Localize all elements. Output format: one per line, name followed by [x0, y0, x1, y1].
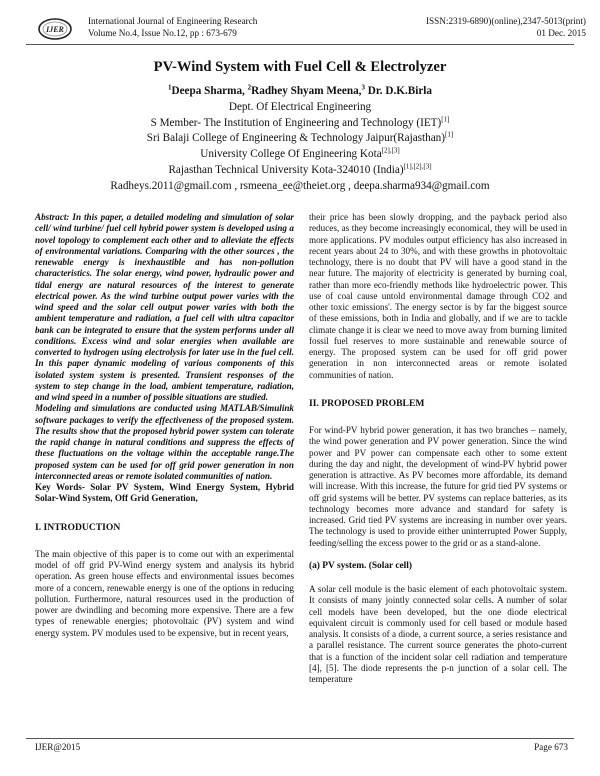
affiliation-iet-text: S Member- The Institution of Engineering and Technology (IET)	[150, 116, 442, 129]
proposed-problem-paragraph: For wind-PV hybrid power generation, it has two branches – namely, the wind power generation and PV power generation. Since the wind power and PV power can compensate each other to some extent during the day and night, the development of wind-PV hybrid power generation is attractive. As PV becomes more affordable, its demand will increase. With this increase, the future for grid tied PV systems or off grid systems will be better. PV systems can replace batteries, as its technology becomes more advance and standard for safety is increased. Grid tied PV systems are increasing in number over years. The technology is used to provide either uninterrupted Power Supply, feeding/selling the excess power to the grid or as a stand-alone.	[309, 425, 567, 548]
intro-continued-paragraph: their price has been slowly dropping, and the payback period also reduces, as they become increasingly economical, they will be used in more applications. PV modules output efficiency has also increased in recent years about 24 to 30%, and with these growths in photovoltaic technology, there is no doubt that PV will have a good stand in the near future. The majority of electricity is generated by burning coal, rather than more eco-friendly methods like hydroelectric power. This use of coal cause untold environmental damage through CO2 and other toxic emissions'. The energy sector is by far the biggest source of these emissions, both in India and globally, and if we are to tackle climate change it is clear we need to move away from burning limited fossil fuel reserves to more sustainable and renewable source of energy. The proposed system can be used for off grid power generation in non interconnected areas or remote isolated communities of nation.	[309, 212, 567, 380]
abstract-paragraph-2: Modeling and simulations are conducted using MATLAB/Simulink software packages to verify the effectiveness of the proposed system. The results show that the proposed hybrid power system can tolerate the rapid change in natural conditions and suppress the effects of these fluctuations on the voltage within the acceptable range.The proposed system can be used for off grid power generation in non interconnected areas or remote isolated communities of nation.	[35, 403, 294, 481]
affiliation-ucek-sup: [2],[3]	[381, 146, 400, 155]
section-heading-introduction: I. INTRODUCTION	[35, 521, 121, 533]
affiliation-ucek-text: University College Of Engineering Kota	[200, 148, 382, 161]
author1-name: Deepa Sharma,	[171, 85, 248, 97]
affiliation-sbcet-sup: [1]	[445, 130, 454, 139]
keywords: Key Words- Solar PV System, Wind Energy System, Hybrid Solar-Wind System, Off Grid Generation,	[35, 482, 294, 504]
footer-page-number: Page 673	[534, 742, 568, 752]
abstract-paragraph-1: Abstract: In this paper, a detailed modeling and simulation of solar cell/ wind turbine/ fuel cell hybrid power system is developed using a novel topology to complement each other and to alleviate the effects of environmental variations. Comparing with the other sources , the renewable energy is inexhaustible and has non-pollution characteristics. The solar energy, wind power, hydraulic power and tidal energy are natural resources of the interest to generate electrical power. As the wind turbine output power varies with the wind speed and the solar cell output power varies with both the ambient temperature and radiation, a fuel cell with ultra capacitor bank can be integrated to ensure that the system performs under all conditions. Excess wind and solar energies when available are converted to hydrogen using electrolysis for later use in the fuel cell. In this paper dynamic modeling of various components of this isolated system system is presented. Transient responses of the system to step change in the load, ambient temperature, radiation, and wind speed in a number of possible situations are studied.	[35, 212, 294, 402]
footer-divider	[26, 738, 574, 739]
author2-sup: 2	[247, 83, 252, 92]
section-heading-proposed-problem: II. PROPOSED PROBLEM	[309, 397, 425, 409]
author-affiliations	[0, 84, 600, 195]
paper-title: PV-Wind System with Fuel Cell & Electrolyzer	[153, 59, 447, 75]
left-column	[35, 212, 294, 639]
author-list	[0, 84, 600, 100]
affiliation-rtu-sup: [1],[2],[3]	[403, 162, 432, 171]
journal-logo-icon	[38, 18, 72, 40]
affiliation-dept: Dept. Of Electrical Engineering	[228, 100, 372, 113]
author1-sup: 1	[168, 83, 172, 92]
subsection-heading-pv-system: (a) PV system. (Solar cell)	[309, 560, 413, 571]
author-emails: Radheys.2011@gmail.com , rsmeena_ee@theiet.org , deepa.sharma934@gmail.com	[110, 179, 490, 192]
journal-name: International Journal of Engineering Research	[88, 16, 258, 26]
affiliation-rtu-text: Rajasthan Technical University Kota-324010 (India)	[168, 163, 404, 176]
pv-system-paragraph: A solar cell module is the basic element of each photovoltaic system. It consists of many jointly connected solar cells. A number of solar cell models have been developed, but the one diode electrical equivalent circuit is commonly used for cell based or module based analysis. It consists of a diode, a current source, a series resistance and a parallel resistance. The current source generates the photo-current that is a function of the incident solar cell radiation and temperature [4], [5]. The diode represents the p-n junction of a solar cell. The temperature	[309, 584, 567, 684]
introduction-paragraph: The main objective of this paper is to come out with an experimental model of off grid PV-Wind energy system and analysis its hybrid operation. As green house effects and environmental issues becomes more of a concern, renewable energy is one of the options in reducing pollution. Furthermore, natural resources used in the production of power are dwindling and becoming more expensive. There are a few types of renewable energies; photovoltaic (PV) system and wind energy system. PV modules used to be expensive, but in recent years,	[35, 548, 294, 638]
footer-copyright: IJER@2015	[35, 742, 81, 752]
affiliation-iet-sup: [1]	[441, 114, 450, 123]
issn: ISSN:2319-6890)(online),2347-5013(print)	[426, 16, 586, 26]
affiliation-rtu	[0, 163, 600, 179]
issue-date: 01 Dec. 2015	[536, 28, 586, 38]
logo-text: IJER	[46, 25, 64, 34]
author3-sup: 3	[361, 83, 365, 92]
author2-name: Radhey Shyam Meena,	[251, 85, 362, 97]
volume-info: Volume No.4, Issue No.12, pp : 673-679	[88, 28, 237, 38]
affiliation-ucek	[0, 147, 600, 163]
right-column	[309, 212, 567, 685]
affiliation-sbcet-text: Sri Balaji College of Engineering & Technology Jaipur(Rajasthan)	[146, 132, 446, 145]
affiliation-iet	[0, 116, 600, 132]
header-divider	[26, 44, 574, 45]
affiliation-sbcet	[0, 131, 600, 147]
author3-name: Dr. D.K.Birla	[364, 85, 432, 97]
